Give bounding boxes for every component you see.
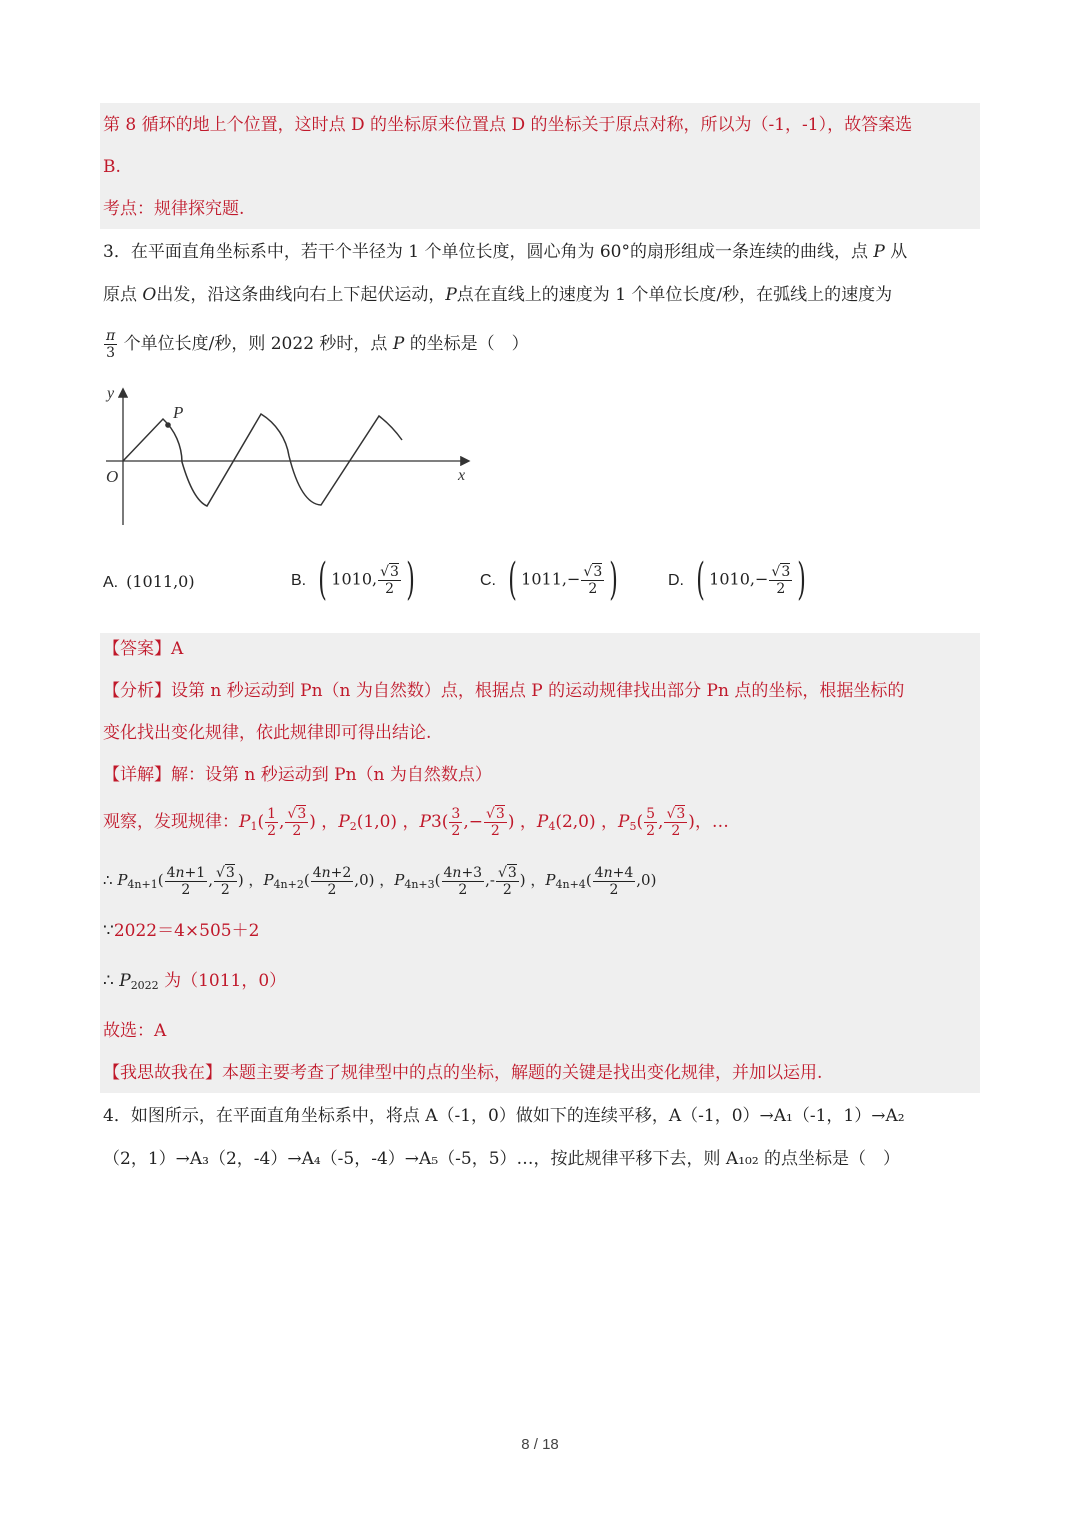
option-d-den: 2 bbox=[776, 580, 786, 597]
q3-line2 bbox=[103, 284, 980, 306]
reflection-text: 本题主要考查了规律型中的点的坐标，解题的关键是找出变化规律，并加以运用. bbox=[222, 1063, 823, 1083]
option-d-label: D. bbox=[668, 571, 684, 589]
q3-var-p3: P bbox=[392, 334, 405, 354]
option-b-den: 2 bbox=[385, 580, 394, 597]
option-d-rad: 3 bbox=[781, 563, 791, 580]
option-d-frac bbox=[769, 564, 792, 597]
observation-label: 观察，发现规律： bbox=[103, 812, 239, 832]
because-symbol: ∵ bbox=[103, 921, 114, 941]
option-d bbox=[668, 554, 810, 605]
observation-formulas: $P_1$( $\frac{1}{2}$ , $\frac{√3}{2}$ ) ，$P_2(1,0)$ ，P3( $\frac{3}{2}$ ,− $\frac{√3}{2}$ ) ，$P_4(2,0)$ ，$P_5$( $\frac{5}{2}$ , $\frac{√3}{2}$ ) bbox=[239, 806, 695, 839]
choose-line: 故选：A bbox=[103, 1021, 167, 1041]
q3-curve-figure bbox=[96, 378, 476, 528]
paren-right: ) bbox=[609, 554, 619, 605]
label-x: x bbox=[458, 467, 466, 484]
q3-var-p: P bbox=[873, 242, 885, 262]
q3-text2b: 出发，沿这条曲线向右上下起伏运动， bbox=[156, 285, 446, 305]
p2022-result: 为（1011，0） bbox=[164, 971, 287, 991]
q3-text1b: 从 bbox=[890, 242, 908, 262]
option-b-num: √3 bbox=[380, 563, 399, 580]
because-line bbox=[103, 920, 980, 942]
option-c-label: C. bbox=[480, 571, 496, 589]
label-p: P bbox=[173, 403, 184, 422]
prev-answer-line2: B. bbox=[103, 157, 121, 177]
answer-tag: 【答案】 bbox=[103, 639, 171, 659]
q3-var-o: O bbox=[142, 285, 157, 305]
q3-text3b: 的坐标是（ ） bbox=[409, 334, 529, 354]
option-c-den: 2 bbox=[588, 580, 598, 597]
therefore-symbol-2: ∴ bbox=[103, 971, 114, 991]
option-a-value: (1011,0) bbox=[126, 572, 195, 591]
analysis-line2: 变化找出变化规律，依此规律即可得出结论. bbox=[103, 723, 432, 743]
detail-line bbox=[103, 764, 980, 786]
division-equation: 2022＝4×505＋2 bbox=[113, 921, 260, 941]
therefore-symbol: ∴ bbox=[103, 871, 113, 889]
paren-right: ) bbox=[406, 554, 415, 605]
option-b-rad: 3 bbox=[390, 563, 399, 580]
q3-line1 bbox=[103, 241, 980, 263]
p2022-p: P bbox=[119, 971, 131, 991]
label-y: y bbox=[107, 385, 115, 402]
option-c-frac bbox=[581, 564, 604, 597]
q3-var-p2: P bbox=[445, 285, 457, 305]
p2022-line bbox=[103, 970, 980, 997]
q3-frac-num: π bbox=[106, 328, 116, 344]
general-formulas: $P_{4n+1}$( $\frac{4n+1}{2}$ , $\frac{√3}{2}$ ) ，$P_{4n+2}$( $\frac{4n+2}{2}$ ,0) ，$P_{4n+3}$( $\frac{4n+3}{2}$ ,- $\frac{√3}{2}$ ) ，$P_{4n+4}$( $\frac{4n+4}{2}$ ,0) bbox=[117, 864, 657, 898]
paren-left: ( bbox=[318, 554, 328, 605]
analysis-tag: 【分析】 bbox=[103, 681, 171, 701]
option-d-num: √3 bbox=[771, 563, 791, 580]
reflection-line bbox=[103, 1062, 980, 1084]
observation-line bbox=[103, 800, 980, 849]
general-formula-line bbox=[103, 858, 980, 907]
analysis-text1: 设第 n 秒运动到 Pn（n 为自然数）点，根据点 P 的运动规律找出部分 Pn 点的坐标，根据坐标的 bbox=[171, 681, 905, 701]
option-c-rad: 3 bbox=[593, 563, 603, 580]
q3-line3 bbox=[103, 322, 980, 366]
option-a-label: A. bbox=[103, 574, 119, 591]
option-c-num: √3 bbox=[583, 563, 603, 580]
answer-line bbox=[103, 638, 980, 660]
option-d-int: 1010,− bbox=[709, 569, 769, 589]
page-number: 8 / 18 bbox=[521, 1436, 559, 1453]
q3-text2a: 原点 bbox=[103, 285, 137, 305]
answer-value: A bbox=[171, 639, 184, 659]
q3-speed-fraction bbox=[104, 328, 117, 361]
point-p bbox=[165, 422, 171, 428]
analysis-line1 bbox=[103, 680, 980, 702]
detail-text: 解：设第 n 秒运动到 Pn（n 为自然数点） bbox=[171, 765, 492, 785]
wave-curve bbox=[123, 414, 402, 506]
q4-line2: （2，1）→A₃（2，-4）→A₄（-5，-4）→A₅（-5，5）…，按此规律平移下去，则 A₁₀₂ 的点坐标是（ ） bbox=[103, 1149, 901, 1169]
paren-left: ( bbox=[508, 554, 517, 605]
detail-tag: 【详解】 bbox=[103, 765, 171, 785]
q3-text2c: 点在直线上的速度为 1 个单位长度/秒，在弧线上的速度为 bbox=[456, 285, 893, 305]
q3-text3a: 个单位长度/秒，则 2022 秒时，点 bbox=[123, 334, 388, 354]
p2022-sub: 2022 bbox=[130, 979, 159, 992]
option-c bbox=[480, 554, 622, 605]
paren-left: ( bbox=[696, 554, 705, 605]
paren-right: ) bbox=[797, 554, 807, 605]
q3-frac-den: 3 bbox=[106, 345, 116, 361]
prev-answer-line1: 第 8 循环的地上个位置，这时点 D 的坐标原来位置点 D 的坐标关于原点对称，所以为（-1，-1），故答案选 bbox=[103, 115, 913, 135]
option-b bbox=[291, 554, 419, 605]
option-b-label: B. bbox=[291, 571, 307, 589]
option-a bbox=[103, 572, 195, 592]
prev-kaodian: 考点：规律探究题. bbox=[103, 199, 245, 219]
option-b-frac bbox=[378, 564, 401, 597]
reflection-tag: 【我思故我在】 bbox=[103, 1063, 222, 1083]
q3-number: 3． bbox=[103, 242, 131, 262]
label-origin: O bbox=[106, 467, 119, 486]
observation-ellipsis: ，… bbox=[694, 812, 729, 832]
q4-line1: 4．如图所示，在平面直角坐标系中，将点 A（-1，0）做如下的连续平移，A（-1，0）→A₁（-1，1）→A₂ bbox=[103, 1106, 905, 1126]
q3-text1a: 在平面直角坐标系中，若干个半径为 1 个单位长度，圆心角为 60°的扇形组成一条连续的曲线，点 bbox=[130, 242, 868, 262]
option-c-int: 1011,− bbox=[521, 569, 581, 589]
option-b-int: 1010, bbox=[331, 569, 378, 589]
